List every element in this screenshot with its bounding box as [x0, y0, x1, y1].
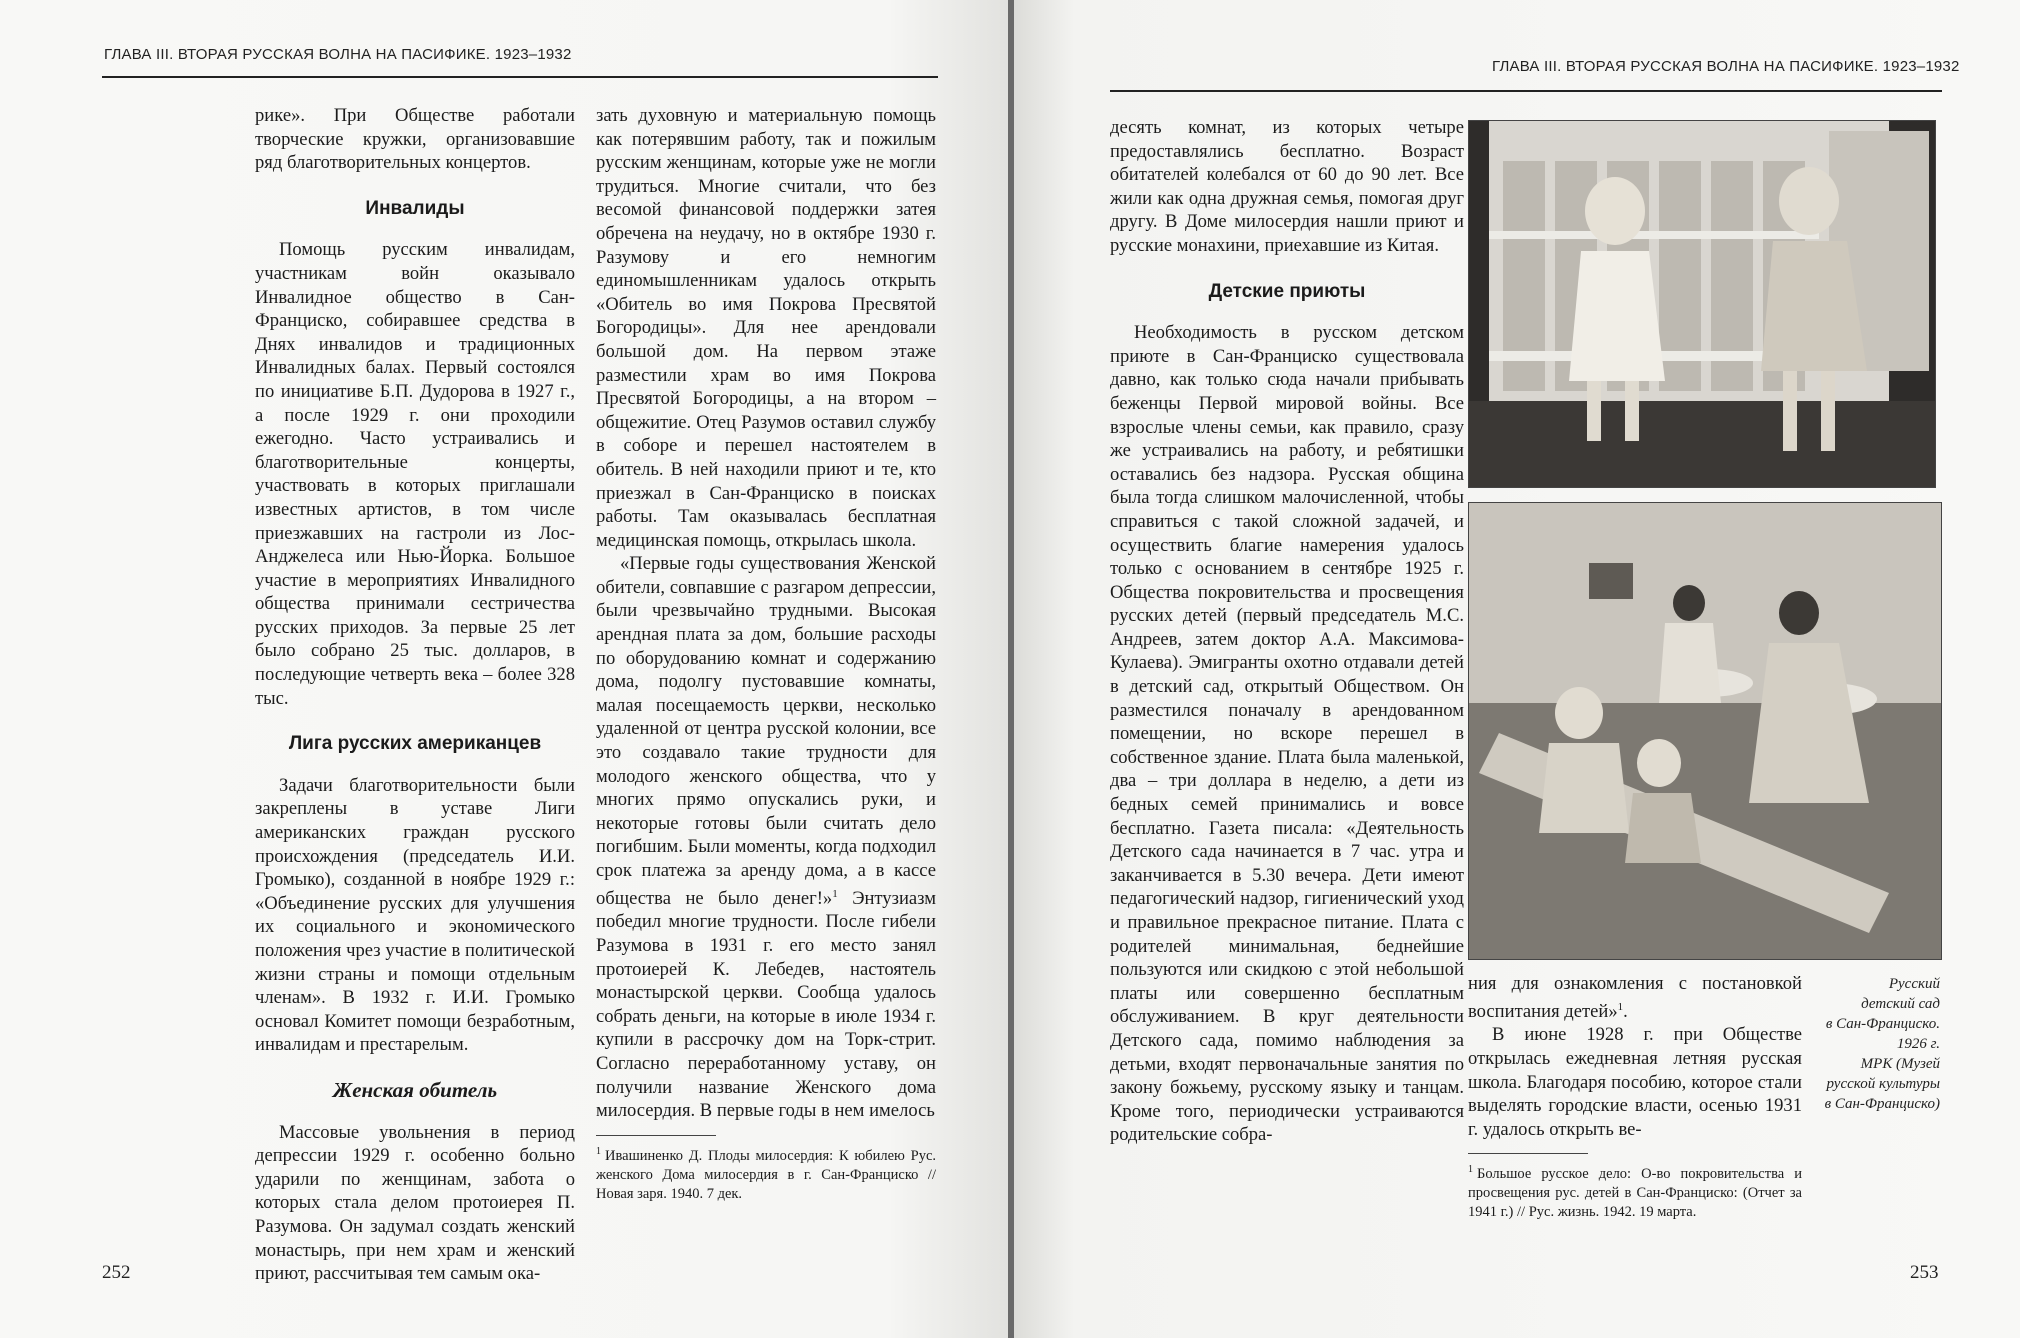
header-rule-left	[102, 76, 938, 78]
footnote	[1468, 1160, 1802, 1222]
footnote-number: 1	[1468, 1164, 1473, 1176]
paragraph-end: .	[1623, 1000, 1628, 1022]
paragraph-text: ния для ознакомления с постановкой воспитания детей»	[1468, 973, 1802, 1022]
section-heading-convent: Женская обитель	[332, 1077, 498, 1102]
footnote-ref: 1	[832, 887, 838, 900]
photo-kindergarten-washroom-image	[1469, 503, 1941, 959]
paragraph: десять комнат, из которых четыре предоставлялись бесплатно. Возраст обитателей колебался от 60 до 90 лет. Все жили как одна дружная семья, помогая друг другу. В Доме милосердия нашли приют и русские монахини, приехавшие из Китая.	[1110, 117, 1464, 256]
caption-line: детский сад	[1861, 996, 1940, 1012]
caption-line: Русский	[1888, 976, 1940, 992]
footnote-ref: 1	[1617, 1000, 1624, 1013]
page-number-right: 253	[1910, 1262, 1939, 1283]
paragraph-tail: Энтузиазм победил многие трудности. После гибели Разумова в 1931 г. его место занял протоиерей К. Лебедев, настоятель монастырской церкви. Сообща удалось собрать деньги, на которые в июле 1934 г. купили в рассрочку дом на Торк-стрит. Согласно переработанному уставу, он получили название Женского дома милосердия. В первые годы в нем имелось	[596, 887, 936, 1122]
paragraph: рике». При Обществе работали творческие кружки, организовавшие ряд благотворительных концертов.	[255, 105, 575, 174]
photo-kindergarten-washroom	[1468, 502, 1942, 960]
footnote-text: Большое русское дело: О-во покровительства и просвещения рус. детей в Сан-Франциско: (Отчет за 1941 г.) // Рус. жизнь. 1942. 19 марта.	[1468, 1166, 1802, 1221]
paragraph: Массовые увольнения в период депрессии 1929 г. особенно больно ударили по женщинам, забота о которых стала делом протоиерея П. Разумова. Он задумал создать женский монастырь, при нем храм и женский приют, рассчитывая тем самым ока-	[255, 1121, 575, 1285]
caption-line: МРК (Музей	[1860, 1056, 1940, 1072]
footnote	[596, 1142, 936, 1204]
right-column-2	[1468, 972, 1802, 1222]
paragraph: зать духовную и материальную помощь как потерявшим работу, так и пожилым русским женщинам, которые уже не могли трудиться. Многие считали, что без весомой финансовой поддержки затея обречена на неудачу, но в октябре 1930 г. Разумову и его немногим единомышленникам удалось открыть «Обитель во имя Покрова Пресвятой Богородицы». Для нее арендовали большой дом. На первом этаже разместили храм во имя Покрова Пресвятой Богородицы, а на втором – общежитие. Отец Разумов оставил службу в соборе и перешел настоятелем в обитель. В ней находили приют и те, кто приезжал в Сан-Франциско в поисках работы. Там оказывалась бесплатная медицинская помощь, открылась школа.	[596, 105, 936, 551]
header-rule-right	[1110, 90, 1942, 92]
running-head-left: ГЛАВА III. ВТОРАЯ РУССКАЯ ВОЛНА НА ПАСИФИКЕ. 1923–1932	[104, 46, 572, 63]
page-number-left: 252	[102, 1262, 131, 1283]
right-page	[1014, 0, 2020, 1338]
paragraph: Помощь русским инвалидам, участникам войн оказывало Инвалидное общество в Сан-Франциско, собиравшее средства в Днях инвалидов и традиционных Инвалидных балах. Первый состоялся по инициативе Б.П. Дудорова в 1927 г., а после 1929 г. они проходили ежегодно. Часто устраивались и благотворительные концерты, участвовать в которых приглашали известных артистов, в том числе приезжавших на гастроли из Лос-Анджелеса или Нью-Йорка. Большое участие в мероприятиях Инвалидного общества принимали сестричества русских приходов. За первые 25 лет было собрано 25 тыс. долларов, в последующие четверть века – более 328 тыс.	[255, 239, 575, 709]
footnote-text: Ивашиненко Д. Плоды милосердия: К юбилею Рус. женского Дома милосердия в г. Сан-Франциско // Новая заря. 1940. 7 дек.	[596, 1147, 936, 1202]
paragraph: Задачи благотворительности были закреплены в уставе Лиги американских граждан русского происхождения (председатель И.И. Громыко), созданной в ноябре 1929 г.: «Объединение русских для улучшения их социального и экономического положения чрез участие в политической жизни страны и помощи отдельным членам». В 1932 г. И.И. Громыко основал Комитет помощи безработным, инвалидам и престарелым.	[255, 774, 575, 1056]
quote-text: «Первые годы существования Женской обители, совпавшие с разгаром депрессии, были чрезвычайно трудными. Высокая арендная плата за дом, большие расходы по оборудованию комнат и содержанию дома, подолгу пустовавшие комнаты, малая посещаемость церкви, несколько удаленной от центра русской колонии, все это создавало такие трудности для молодого женского общества, что у многих прямо опускались руки, и некоторые готовы были считать дело погибшим. Были моменты, когда подходил срок платежа за аренду дома, а в кассе общества не было денег!»	[596, 553, 936, 909]
section-heading-shelters: Детские приюты	[1208, 280, 1366, 302]
photo-caption	[1800, 974, 1940, 1114]
section-heading-league: Лига русских американцев	[288, 733, 542, 755]
footnote-rule	[596, 1135, 716, 1136]
caption-line: в Сан-Франциско.	[1825, 1016, 1940, 1032]
left-column-2	[596, 104, 936, 1204]
paragraph: В июне 1928 г. при Обществе открылась ежедневная летняя русская школа. Благодаря пособию, которое стали выделять городские власти, осенью 1931 г. удалось открыть ве-	[1468, 1024, 1802, 1140]
footnote-number: 1	[596, 1145, 601, 1157]
caption-line: 1926 г.	[1896, 1036, 1940, 1052]
footnote-rule	[1468, 1153, 1588, 1154]
paragraph	[596, 552, 936, 1122]
photo-children-cubbies-image	[1469, 121, 1935, 487]
paragraph: Необходимость в русском детском приюте в Сан-Франциско существовала давно, как только сюда начали прибывать беженцы Первой мировой войны. Все взрослые члены семьи, как правило, сразу же устраивались на работу, и ребятишки оставались без надзора. Русская община была тогда слишком малочисленной, чтобы справиться с такой сложной задачей, и осуществить благие намерения удалось только с основанием в сентябре 1925 г. Общества покровительства и просвещения русских детей (первый председатель М.С. Андреев, затем доктор А.А. Максимова-Кулаева). Эмигранты охотно отдавали детей в детский сад, открытый Обществом. Он разместился поначалу в арендованном помещении, но вскоре перешел в собственное здание. Плата была маленькой, два – три доллара в неделю, а дети из бедных семей принимались и вовсе бесплатно. Газета писала: «Деятельность Детского сада начинается в 7 час. утра и заканчивается в 5.30 вечера. Дети имеют педагогический надзор, гигиенический уход и правильное прекрасное питание. Плата с родителей минимальная, беднейшие пользуются или скидкою с этой небольшой платы или совершенно бесплатным обслуживанием. В круг деятельности Детского сада, помимо наблюдения за детьми, входят первоначальные занятия по закону божьему, русскому языку и танцам. Кроме того, периодически устраиваются родительские собра-	[1110, 322, 1464, 1146]
right-column-1	[1110, 116, 1464, 1147]
left-page	[0, 0, 1008, 1338]
left-column-1	[255, 104, 575, 1286]
photo-children-cubbies	[1468, 120, 1936, 488]
caption-line: русской культуры	[1826, 1076, 1940, 1092]
caption-line: в Сан-Франциско)	[1824, 1096, 1940, 1112]
section-heading-invalids: Инвалиды	[365, 197, 465, 219]
running-head-right: ГЛАВА III. ВТОРАЯ РУССКАЯ ВОЛНА НА ПАСИФИКЕ. 1923–1932	[1492, 58, 1960, 75]
paragraph	[1468, 972, 1802, 1023]
